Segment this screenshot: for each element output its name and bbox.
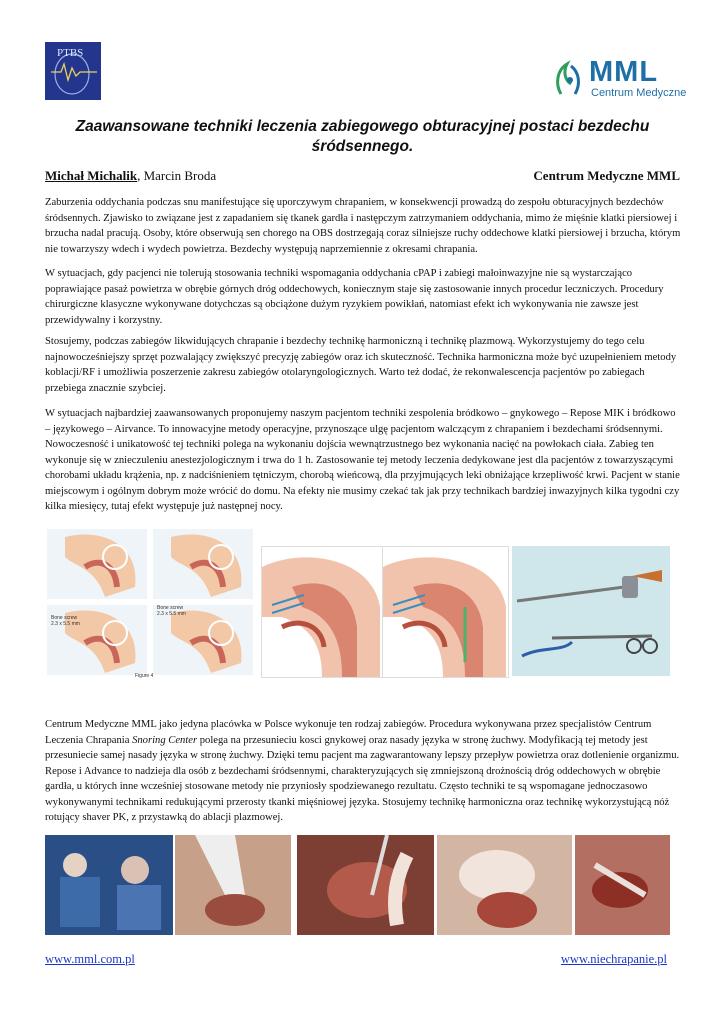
ptbs-logo: [45, 42, 101, 100]
paragraph-2: W sytuacjach, gdy pacjenci nie tolerują stosowania techniki wspomagania oddychania cPAP i zabiegi małoinwazyjne nie są wystarczająco poprawiające pasaż powietrza w obrębie górnych dróg oddechowych, koniecznym staje się zastosowanie innych procedur leczniczych. Procedury chirurgiczne klasyczne wykonywane dotychczas są obciążone dużym ryzykiem powikłań, natomiast efekt ich wykonywania nie zawsze jest przewidywalny i korzystny.: [45, 268, 664, 326]
paragraph-3: Stosujemy, podczas zabiegów likwidujących chrapanie i bezdechy technikę harmoniczną i technikę plazmową. Wykorzystujemy do tego celu najnowocześniejszy sprzęt pozwalający zwiększyć precyzję zabiegów oraz ich skuteczność. Technika harmoniczna może być uzupełnieniem metody koblacji/RF i umożliwia poszerzenie zakresu zabiegów otolaryngologicznych. Warto też dodać, że rekonwalescencja pacjentów po zabiegach przebiega znacznie szybciej.: [45, 336, 677, 394]
surgery-photo-3: [297, 835, 434, 935]
footer-link-niechrapanie[interactable]: www.niechrapanie.pl: [560, 952, 667, 966]
bone-screw-size-b: 2.3 x 5.5 mm: [157, 611, 186, 617]
surgery-photo-1: [45, 835, 173, 935]
figure-caption: Figure 4: [135, 673, 154, 679]
bone-screw-size-a: 2.3 x 5.5 mm: [51, 621, 80, 627]
paragraph-5-part-b: polega na przesunieciu kosci gnykowej oraz nasady języka w stronę żuchwy. Modyfikacją tej metody jest przesuniecie samej nasady języka w stronę żuchwy. Dzięki temu pacjent ma zagwarantowany lepszy przepływ powietrza oraz dotlenienie organizmu. Repose i Advance to nadzieja dla osób z bezdechami śródsennymi, charakteryzujących się zmniejszoną drożnością dróg oddechowych w obrębie gardła, u których inne wcześniej stosowane metody nie przyniosły spodziewanego rezultatu. Często techniki te są wspomagane jednoczasowo wykonywanymi technikami redukującymi przerosty tkanki mięśniowej języka. Stosujemy technikę harmoniczna oraz technikę wykorzystującą nóż rotujący shaver PK, z przystawką do ablacji plazmowej.: [45, 734, 680, 823]
co-author: , Marcin Broda: [137, 168, 217, 183]
paragraph-5-part-a: Centrum Medyczne MML jako jedyna placówka w Polsce wykonuje ten rodzaj zabiegów. Procedura wykonywana przez specjalistów Centrum Leczenia Chrapania: [45, 719, 652, 746]
paragraph-4: W sytuacjach najbardziej zaawansowanych proponujemy naszym pacjentom techniki zespolenia bródkowo – gnykowego – Repose MIK i bródkowo – językowego – Airvance. To innowacyjne metody operacyjne, przynoszące ulgę pacjentom walczącym z chrapaniem i bezdechami śródsennymi. Nowoczesność i unikatowość tej techniki polega na wykonaniu dojścia wewnątrzustnego bez wykonania nacięć na powłokach ciała. Zabieg ten wykonuje się w znieczuleniu anestezjologicznym i trwa do 1 h. Zastosowanie tej metody leczenia dedykowane jest dla pacjentów z towarzyszącymi chorobami układu krążenia, np. z nadciśnieniem tętniczym, chorobą wieńcową, dla przyjmujących leki obniżające krzepliwość krwi. Pacjent w stanie miejscowym i ogólnym dobrym może wrócić do domu. Na efekty nie musimy czekać tak jak przy technikach bardziej inwazyjnych kilka tygodni czy kilka miesięcy, tutaj efekt występuje już następnej nocy.: [45, 408, 680, 512]
lead-author: Michał Michalik: [45, 168, 138, 183]
mml-logo: [553, 56, 687, 100]
mml-logo-subtitle: Centrum Medyczne: [591, 87, 687, 99]
mml-logo-text: MML: [589, 56, 659, 88]
surgery-photo-2: [175, 835, 291, 935]
footer-link-mml[interactable]: www.mml.com.pl: [45, 952, 135, 966]
surgery-diagram-image: [45, 527, 255, 679]
bone-screw-label-a: Bone screw: [51, 615, 78, 621]
snoring-center-emphasis: Snoring Center: [132, 734, 198, 746]
authors: [45, 168, 216, 184]
surgical-instruments-image: [512, 546, 670, 676]
ptbs-logo-text: PTBS: [57, 47, 84, 59]
surgery-photo-5: [575, 835, 670, 935]
throat-anatomy-image-2: [382, 546, 509, 678]
document-title: Zaawansowane techniki leczenia zabiegowego obturacyjnej postaci bezdechu śródsennego.: [75, 118, 650, 155]
organization: Centrum Medyczne MML: [533, 168, 680, 183]
paragraph-1: Zaburzenia oddychania podczas snu manifestujące się uporczywym chrapaniem, w konsekwencji prowadzą do zespołu obturacyjnych bezdechów śródsennych. Zjawisko to związane jest z zapadaniem się tkanek gardła i następczym zatrzymaniem oddychania, mimo że mięśnie klatki piersiowej i brzucha nadal pracują. Osoby, które obserwują sen chorego na OBS dostrzegają coraz silniejsze ruchy oddechowe klatki piersiowej i brzucha, którym nie towarzyszy wdech i wydech powietrza. Bezdechy występują naprzemiennie z okresami chrapania.: [45, 197, 681, 255]
throat-anatomy-image-1: [261, 546, 383, 678]
surgery-photo-4: [437, 835, 572, 935]
bone-screw-label-b: Bone screw: [157, 605, 184, 611]
paragraph-5: [45, 717, 682, 826]
